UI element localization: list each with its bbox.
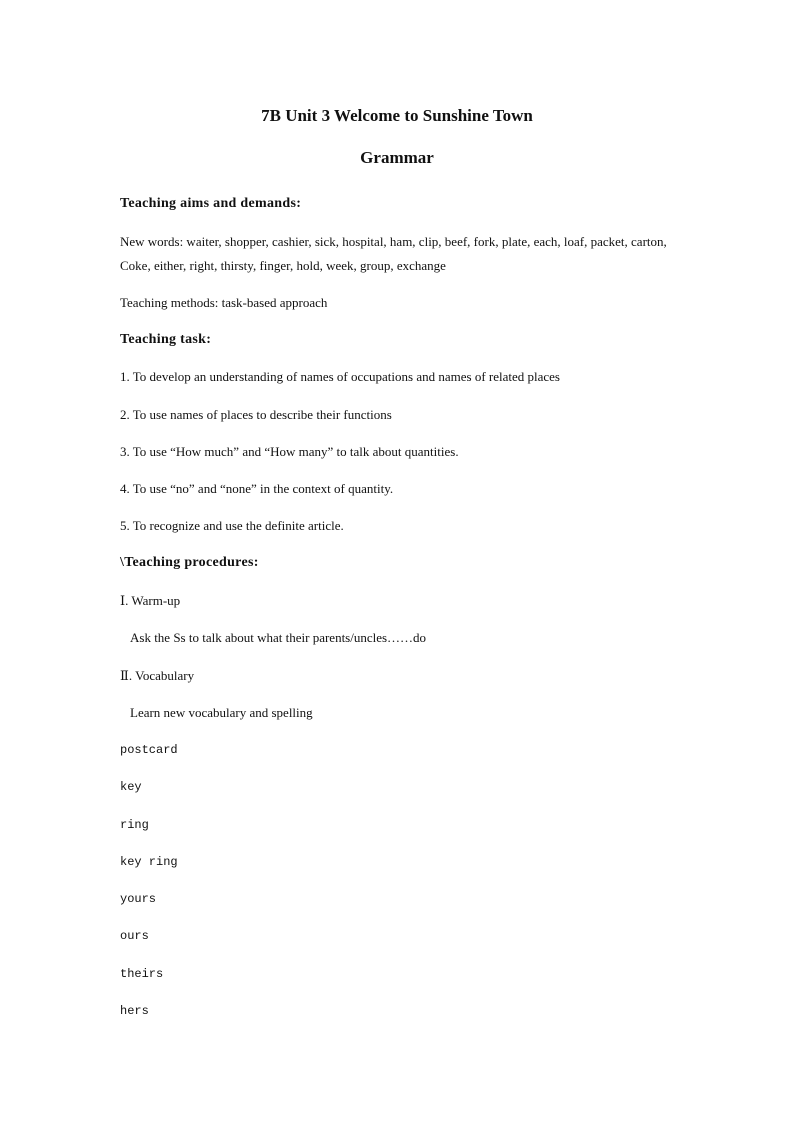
- teaching-methods: Teaching methods: task-based approach: [120, 295, 328, 310]
- vocabulary-word: yours: [120, 892, 157, 906]
- procedures-heading: \Teaching procedures:: [120, 555, 259, 570]
- task-item: 3. To use “How much” and “How many” to talk about quantities.: [120, 444, 459, 459]
- vocabulary-word: postcard: [120, 743, 178, 757]
- step-warm-up-title: Ⅰ. Warm-up: [120, 593, 181, 608]
- new-words-paragraph: New words: waiter, shopper, cashier, sick, hospital, ham, clip, beef, fork, plate, each, loaf, packet, carton, Coke, either, right, thirsty, finger, hold, week, group, exchange: [120, 234, 667, 273]
- task-item: 4. To use “no” and “none” in the context of quantity.: [120, 481, 394, 496]
- aims-heading: Teaching aims and demands:: [120, 196, 302, 211]
- vocabulary-word: key ring: [120, 855, 178, 869]
- document-title: 7B Unit 3 Welcome to Sunshine Town: [261, 106, 533, 125]
- document-subtitle: Grammar: [360, 148, 434, 167]
- task-item: 2. To use names of places to describe their functions: [120, 407, 392, 422]
- vocabulary-word: hers: [120, 1004, 149, 1018]
- step-vocabulary-title: Ⅱ. Vocabulary: [120, 668, 195, 683]
- vocabulary-word: ours: [120, 929, 149, 943]
- task-heading: Teaching task:: [120, 332, 212, 347]
- vocabulary-word: theirs: [120, 967, 164, 981]
- task-item: 5. To recognize and use the definite article.: [120, 518, 344, 533]
- vocabulary-word: key: [120, 780, 142, 794]
- vocabulary-word: ring: [120, 818, 149, 832]
- step-vocabulary-text: Learn new vocabulary and spelling: [130, 705, 313, 720]
- step-warm-up-text: Ask the Ss to talk about what their parents/uncles……do: [130, 630, 427, 645]
- task-item: 1. To develop an understanding of names of occupations and names of related places: [120, 369, 560, 384]
